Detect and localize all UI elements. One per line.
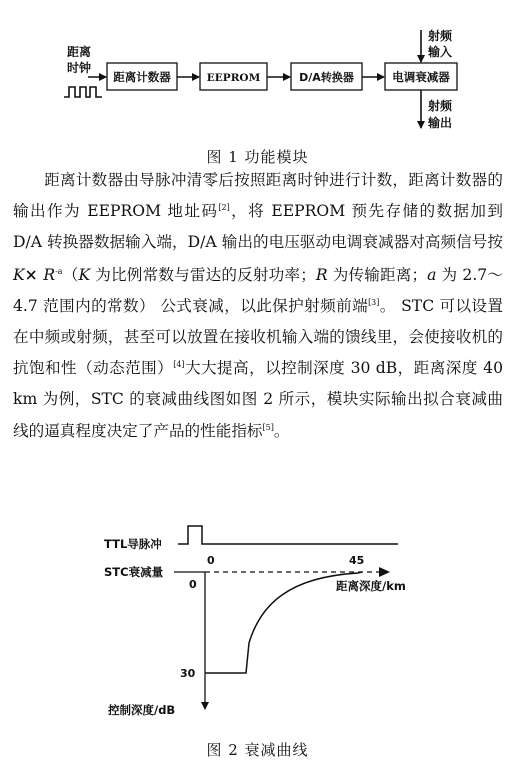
text-s9: 。 [273, 421, 290, 440]
figure1-caption: 图 1 功能模块 [206, 148, 309, 166]
y-tick-30: 30 [180, 667, 196, 680]
figure1-block-diagram [0, 0, 515, 140]
formula-exponent: -a [55, 266, 63, 276]
text-s8: 大大提高，以控制深度 30 dB，距离深度 40 km 为例，STC 的衰减曲线图如图 2 所示，模块实际输出拟合衰减曲线的逼真程度决定了产品的性能指标 [13, 359, 503, 440]
x-axis-arrow-icon [379, 567, 390, 577]
rf-output-label-bottom: 输出 [428, 116, 453, 130]
y-tick-0: 0 [189, 578, 197, 591]
x-axis-label: 距离深度/km [336, 579, 406, 593]
text-s5: 为传输距离； [327, 265, 428, 284]
figure2-attenuation-curve [0, 515, 515, 735]
var-r: R [315, 265, 328, 284]
stc-attenuation-label: STC衰减量 [104, 565, 164, 579]
body-paragraph [13, 165, 503, 447]
distance-clock-label-bottom: 时钟 [67, 61, 92, 75]
rf-output-label-top: 射频 [428, 99, 453, 113]
distance-clock-label-top: 距离 [67, 45, 92, 59]
ttl-pulse-label: TTL导脉冲 [104, 537, 162, 551]
var-a: a [427, 265, 437, 284]
text-s6: 为 2.7～4.7 范围内的常数） 公式衰减，以此保护射频前端 [13, 265, 503, 315]
ref-2: [2] [218, 203, 230, 213]
eeprom-label: EEPROM [206, 72, 261, 84]
x-tick-0: 0 [207, 554, 215, 567]
text-s7: 。 STC 可以设置在中频或射频，甚至可以放置在接收机输入端的馈线里，会使接收机的抗饱和性（动态范围） [13, 296, 503, 378]
formula-r: R [43, 265, 56, 284]
formula-k: K [13, 265, 25, 284]
distance-counter-label: 距离计数器 [113, 70, 171, 84]
clock-pulse-train-icon [64, 87, 102, 97]
ref-4: [4] [173, 360, 185, 370]
paragraph-text [13, 165, 503, 447]
text-s3: （ [62, 265, 79, 284]
text-s4: 为比例常数与雷达的反射功率； [90, 265, 316, 284]
da-converter-label: D/A转换器 [299, 71, 354, 84]
ttl-pulse-waveform [178, 526, 398, 544]
text-s2: ，将 EEPROM 预先存储的数据加到 D/A 转换器数据输入端，D/A 输出的电压驱动电调衰减器对高频信号按 [13, 202, 503, 252]
ref-3: [3] [368, 297, 380, 307]
rf-input-label-bottom: 输入 [428, 45, 453, 59]
figure2-caption: 图 2 衰减曲线 [206, 741, 309, 759]
rf-input-label-top: 射频 [428, 29, 453, 43]
formula-times: × [24, 264, 44, 284]
x-tick-45: 45 [349, 554, 365, 567]
var-k: K [78, 265, 91, 284]
attenuator-label: 电调衰减器 [392, 70, 450, 84]
y-axis-label: 控制深度/dB [108, 703, 176, 717]
text-s1: 距离计数器由导脉冲清零后按照距离时钟进行计数，距离计数器的输出作为 EEPROM 地址码 [13, 171, 503, 221]
ref-5: [5] [262, 422, 274, 432]
